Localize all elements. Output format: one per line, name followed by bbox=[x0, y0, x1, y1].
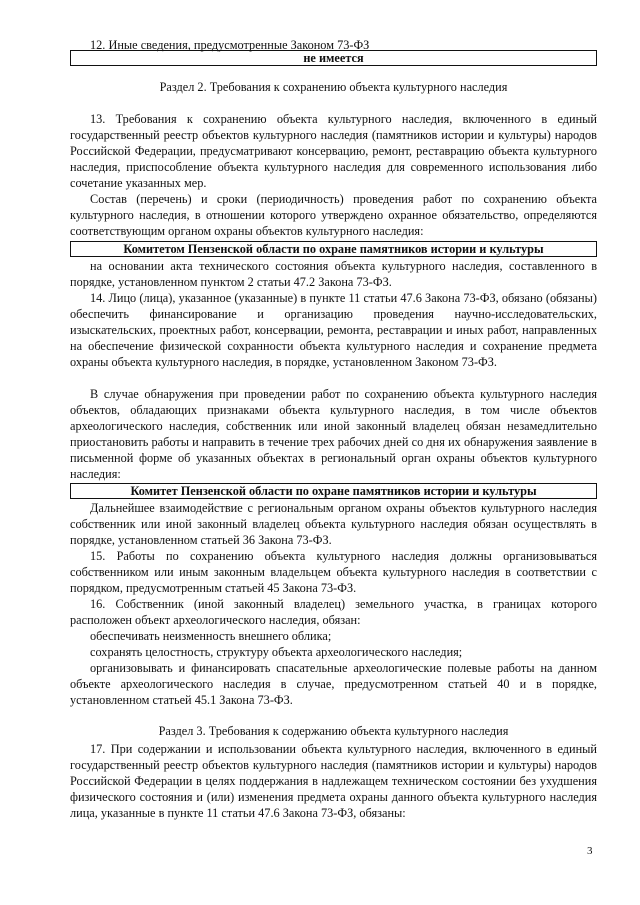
page-number: 3 bbox=[587, 845, 593, 857]
paragraph-16c: организовывать и финансировать спасательные археологические полевые работы на данном объекте археологического наследия в случае, предусмотренном статьей 40 и в порядке, установленном статьей 45.1 Закона 73-ФЗ. bbox=[70, 661, 597, 707]
organ-box-1: Комитетом Пензенской области по охране памятников истории и культуры bbox=[70, 241, 597, 257]
paragraph-14: 14. Лицо (лица), указанное (указанные) в пункте 11 статьи 47.6 Закона 73-ФЗ, обязано (обязаны) обеспечить финансирование и организацию проведения научно-исследовательских, изыскательских, проектных работ, консервации, ремонта, реставрации и иных работ, направленных на обеспечение физической сохранности объекта культурного наследия и сохранение предмета охраны объекта культурного наследия, в порядке, установленном Законом 73-ФЗ. bbox=[70, 291, 597, 369]
paragraph-dalneyshee: Дальнейшее взаимодействие с региональным органом охраны объектов культурного наследия собственник или иной законный владелец объекта культурного наследия обязан осуществлять в порядке, установленном статьей 36 Закона 73-ФЗ. bbox=[70, 501, 597, 547]
paragraph-16a: обеспечивать неизменность внешнего облика; bbox=[90, 629, 332, 643]
section2-heading: Раздел 2. Требования к сохранению объекта культурного наследия bbox=[159, 80, 508, 94]
paragraph-sostav: Состав (перечень) и сроки (периодичность) проведения работ по сохранению объекта культурного наследия, в отношении которого утверждено охранное обязательство, определяются соответствующим органом охраны объектов культурного наследия: bbox=[70, 192, 597, 238]
paragraph-13: 13. Требования к сохранению объекта культурного наследия, включенного в единый государственный реестр объектов культурного наследия (памятников истории и культуры) народов Российской Федерации, предусматривают консервацию, ремонт, реставрацию объекта культурного наследия, приспособление объекта культурного наследия для современного использования либо сочетание указанных мер. bbox=[70, 112, 597, 190]
paragraph-akt: на основании акта технического состояния объекта культурного наследия, составленного в порядке, установленном пунктом 2 статьи 47.2 Закона 73-ФЗ. bbox=[70, 259, 597, 289]
paragraph-16: 16. Собственник (иной законный владелец) земельного участка, в границах которого расположен объект археологического наследия, обязан: bbox=[70, 597, 597, 627]
item12-label: 12. Иные сведения, предусмотренные Законом 73-ФЗ bbox=[90, 38, 370, 52]
section3-heading: Раздел 3. Требования к содержанию объекта культурного наследия bbox=[158, 724, 509, 738]
paragraph-17: 17. При содержании и использовании объекта культурного наследия, включенного в единый государственный реестр объектов культурного наследия (памятников истории и культуры) народов Российской Федерации в целях поддержания в надлежащем техническом состоянии без ухудшения физического состояния и (или) изменения предмета охраны данного объекта культурного наследия лица, указанные в пункте 11 статьи 47.6 Закона 73-ФЗ, обязаны: bbox=[70, 742, 597, 820]
paragraph-16b: сохранять целостность, структуру объекта археологического наследия; bbox=[90, 645, 463, 659]
item12-value-box: не имеется bbox=[70, 50, 597, 66]
paragraph-sluchae: В случае обнаружения при проведении работ по сохранению объекта культурного наследия объектов, обладающих признаками объекта культурного наследия, в том числе объектов археологического наследия, собственник или иной законный владелец обязан незамедлительно приостановить работы и направить в течение трех рабочих дней со дня их обнаружения заявление в письменной форме об указанных объектах в региональный орган охраны объектов культурного наследия: bbox=[70, 387, 597, 481]
paragraph-15: 15. Работы по сохранению объекта культурного наследия должны организовываться собственником или иным законным владельцем объекта культурного наследия в соответствии с порядком, предусмотренным статьей 45 Закона 73-ФЗ. bbox=[70, 549, 597, 595]
organ-box-2: Комитет Пензенской области по охране памятников истории и культуры bbox=[70, 483, 597, 499]
